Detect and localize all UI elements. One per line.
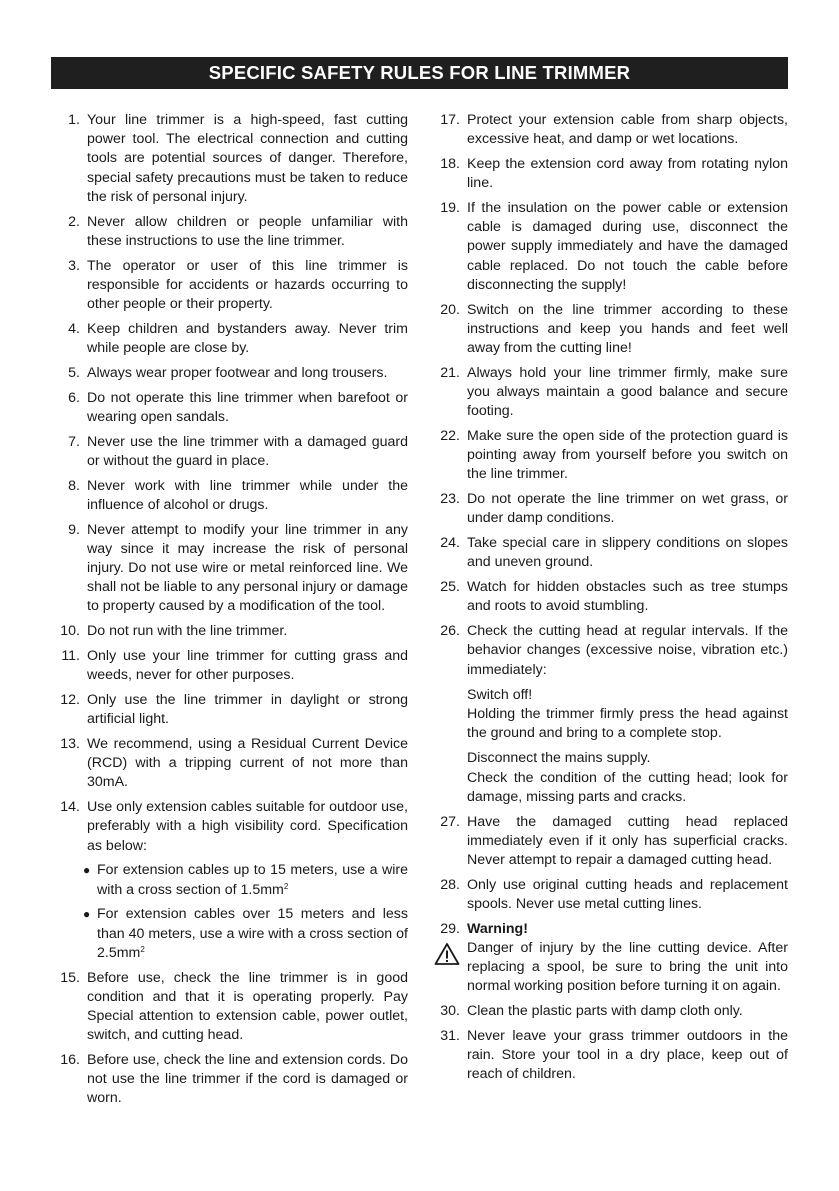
- item-number: 15.: [60, 969, 80, 986]
- item-number: 11.: [61, 648, 80, 665]
- item-text: If the insulation on the power cable or extension cable is damaged during use, disconnect the power supply immediately and have the damaged cable replaced. Do not touch the cable before disconnecting the supply!: [467, 200, 788, 293]
- list-item: [438, 490, 788, 528]
- item-number: 22.: [440, 428, 460, 445]
- item-number: 5.: [68, 364, 80, 381]
- item-text: Only use original cutting heads and replacement spools. Never use metal cutting lines.: [467, 876, 788, 913]
- item-number: 18.: [440, 156, 460, 172]
- item-text: Keep children and bystanders away. Never trim while people are close by.: [87, 320, 408, 357]
- item-text: Before use, check the line trimmer is in good condition and that it is operating properly. Pay Special attention to extension cable, power outlet, switch, and cutting head.: [87, 969, 408, 1044]
- item-text: Only use the line trimmer in daylight or strong artificial light.: [87, 692, 408, 728]
- list-item: [58, 257, 408, 315]
- list-item: [438, 427, 788, 485]
- warning-title: Warning!: [467, 920, 528, 937]
- bullet-text: For extension cables over 15 meters and less than 40 meters, use a wire with a cross section of 2.5mm: [97, 906, 408, 961]
- item-number: 30.: [440, 1003, 460, 1020]
- item-number: 23.: [440, 491, 460, 508]
- list-item: [58, 364, 408, 383]
- list-item: [58, 477, 408, 515]
- list-item: [438, 111, 788, 149]
- list-item: [438, 155, 788, 193]
- item-number: 20.: [440, 301, 460, 318]
- step-disconnect: Disconnect the mains supply.: [467, 750, 651, 767]
- item-text: Clean the plastic parts with damp cloth only.: [467, 1003, 743, 1020]
- step-switch-off: Switch off!: [467, 686, 533, 703]
- item-text: Have the damaged cutting head replaced immediately even if it only has superficial cracks. Never attempt to repair a damaged cutting head.: [467, 813, 788, 869]
- superscript: 2: [283, 881, 289, 891]
- item-number: 3.: [68, 257, 80, 274]
- list-item: [58, 647, 408, 685]
- item-number: 25.: [440, 579, 460, 596]
- item-text: Never leave your grass trimmer outdoors in the rain. Store your tool in a dry place, keep out of reach of children.: [467, 1028, 788, 1083]
- item-text: Protect your extension cable from sharp objects, excessive heat, and damp or wet locations.: [467, 112, 788, 148]
- item-number: 17.: [440, 112, 460, 128]
- list-item: [58, 969, 408, 1046]
- bullet-icon: ●: [83, 907, 91, 922]
- item-number: 31.: [440, 1028, 460, 1045]
- item-number: 29.: [440, 920, 460, 937]
- step-holding: Holding the trimmer firmly press the head against the ground and bring to a complete stop.: [467, 706, 788, 742]
- list-item: [58, 622, 408, 641]
- item-text: Check the cutting head at regular intervals. If the behavior changes (excessive noise, vibration etc.) immediately:: [467, 623, 788, 678]
- list-item: [438, 1027, 788, 1085]
- list-item: [438, 622, 788, 680]
- item-text: Do not operate the line trimmer on wet grass, or under damp conditions.: [467, 491, 788, 527]
- item-text: Watch for hidden obstacles such as tree stumps and roots to avoid stumbling.: [467, 579, 788, 615]
- warning-triangle-icon: [434, 942, 460, 966]
- bullet-text: For extension cables up to 15 meters, use a wire with a cross section of 1.5mm: [97, 862, 408, 898]
- item-number: 14.: [60, 799, 80, 816]
- warning-text: Danger of injury by the line cutting device. After replacing a spool, be sure to bring the unit into normal working position before turning it on again.: [467, 940, 788, 995]
- list-item: [438, 534, 788, 572]
- item-number: 13.: [60, 736, 80, 753]
- item-number: 16.: [60, 1052, 80, 1069]
- item-number: 21.: [440, 364, 460, 381]
- list-item: [438, 301, 788, 359]
- item-text: Never work with line trimmer while under the influence of alcohol or drugs.: [87, 477, 408, 513]
- warning-item: [438, 920, 788, 997]
- item-text: Do not operate this line trimmer when barefoot or wearing open sandals.: [87, 389, 408, 425]
- item-number: 27.: [440, 813, 460, 830]
- item-number: 19.: [440, 200, 460, 216]
- list-item: [58, 735, 408, 793]
- list-item: [58, 798, 408, 856]
- item-text: Never use the line trimmer with a damaged guard or without the guard in place.: [87, 433, 408, 469]
- item-number: 8.: [68, 477, 80, 494]
- item-number: 1.: [68, 112, 80, 128]
- item-number: 2.: [68, 213, 80, 230]
- item-text: The operator or user of this line trimmer is responsible for accidents or hazards occurring to other people or their property.: [87, 257, 408, 313]
- item-text: We recommend, using a Residual Current Device (RCD) with a tripping current of not more than 30mA.: [87, 736, 408, 791]
- list-item: [438, 876, 788, 914]
- item-text: Use only extension cables suitable for outdoor use, preferably with a high visibility cord. Specification as below:: [87, 799, 408, 854]
- item-text: Take special care in slippery conditions on slopes and uneven ground.: [467, 535, 788, 571]
- item-number: 4.: [68, 320, 80, 337]
- list-item: [58, 1051, 408, 1109]
- item-number: 26.: [440, 623, 460, 640]
- item-text: Do not run with the line trimmer.: [87, 623, 288, 640]
- item-text: Your line trimmer is a high-speed, fast cutting power tool. The electrical connection and cutting tools are potential sources of danger. Therefore, special safety precautions must be taken to reduce the risk of personal injury.: [87, 112, 408, 205]
- list-item: [438, 1002, 788, 1021]
- bullet-item: [58, 861, 408, 899]
- item-number: 28.: [440, 876, 460, 893]
- page-title: SPECIFIC SAFETY RULES FOR LINE TRIMMER: [51, 57, 788, 89]
- item-text: Keep the extension cord away from rotating nylon line.: [467, 156, 788, 192]
- list-item: [438, 199, 788, 295]
- item-text: Always hold your line trimmer firmly, make sure you always maintain a good balance and secure footing.: [467, 364, 788, 420]
- item-text: Never allow children or people unfamiliar with these instructions to use the line trimmer.: [87, 213, 408, 249]
- item-number: 6.: [68, 389, 80, 406]
- bullet-icon: ●: [83, 863, 91, 878]
- list-item: [58, 521, 408, 617]
- item-number: 10.: [60, 623, 80, 640]
- left-column: [58, 111, 408, 1114]
- list-item: [58, 389, 408, 427]
- item-text: Only use your line trimmer for cutting grass and weeds, never for other purposes.: [87, 648, 408, 684]
- item-text: Before use, check the line and extension cords. Do not use the line trimmer if the cord is damaged or worn.: [87, 1052, 408, 1107]
- step-check: Check the condition of the cutting head; look for damage, missing parts and cracks.: [467, 769, 788, 805]
- right-column: [438, 111, 788, 1090]
- item-number: 9.: [68, 521, 80, 538]
- list-item: [58, 213, 408, 251]
- item-text: Always wear proper footwear and long trousers.: [87, 364, 388, 381]
- superscript: 2: [140, 944, 145, 954]
- list-item: [438, 578, 788, 616]
- item-text: Make sure the open side of the protection guard is pointing away from yourself before you switch on the line trimmer.: [467, 428, 788, 483]
- list-item: [438, 813, 788, 871]
- item-number: 24.: [440, 535, 460, 552]
- list-item: [58, 691, 408, 729]
- item-number: 12.: [60, 692, 80, 709]
- list-item: [58, 320, 408, 358]
- list-item: [58, 111, 408, 207]
- list-item: [58, 433, 408, 471]
- item-text: Never attempt to modify your line trimmer in any way since it may increase the risk of personal injury. Do not use wire or metal reinforced line. We shall not be liable to any personal injury or damage to property caused by a modification of the tool.: [87, 521, 408, 615]
- item-number: 7.: [68, 433, 80, 450]
- bullet-item: [58, 905, 408, 963]
- list-item: [438, 364, 788, 422]
- item-text: Switch on the line trimmer according to these instructions and keep you hands and feet well away from the cutting line!: [467, 301, 788, 357]
